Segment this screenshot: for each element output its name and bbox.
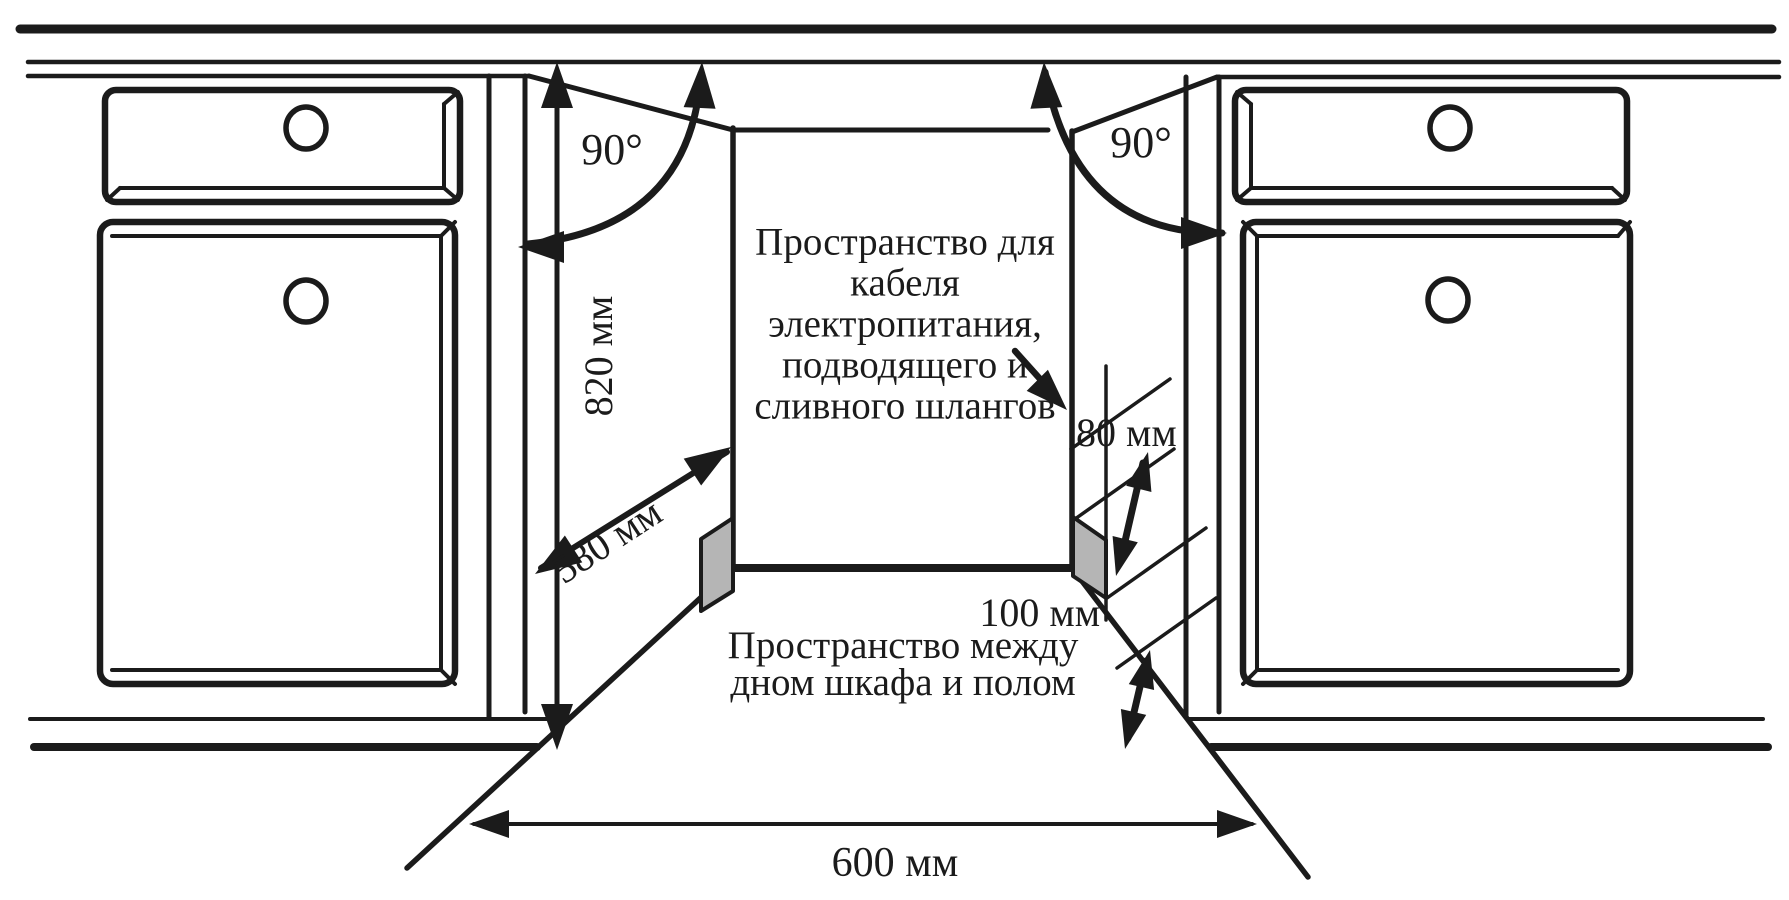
left-door-bevel [112, 222, 455, 684]
rear-gap-label: 80 мм [1076, 410, 1177, 455]
left-plinth-recess [701, 518, 733, 611]
right-drawer-knob-icon [1430, 107, 1470, 149]
dimension-80-arrow [1103, 449, 1160, 579]
right-door-front [1243, 222, 1630, 684]
niche-height-label: 820 мм [576, 295, 622, 417]
floor-lines [30, 719, 1768, 747]
left-door-knob-icon [286, 280, 326, 322]
right-cabinet [1186, 77, 1630, 717]
floor-note-line: дном шкафа и полом [730, 661, 1076, 704]
arrowhead-icon [1028, 61, 1062, 109]
right-drawer-front [1235, 90, 1627, 202]
extension-line-2 [1075, 449, 1174, 519]
floor-note-line: Пространство между [727, 624, 1079, 667]
cable-space-note [725, 222, 1085, 427]
arrowhead-icon [1112, 709, 1146, 752]
left-drawer-front [105, 90, 460, 202]
countertop-lines [20, 29, 1779, 77]
dimension-820 [541, 62, 573, 750]
arrowhead-icon [684, 61, 718, 109]
niche-width-label: 600 мм [831, 840, 959, 887]
arrowhead-icon [1126, 449, 1160, 492]
left-drawer-bevel [107, 92, 458, 200]
left-drawer-knob-icon [286, 107, 326, 149]
right-door-knob-icon [1428, 279, 1468, 321]
angle-left-label: 90° [581, 125, 643, 175]
niche-opening [407, 76, 1308, 877]
right-plinth-recess [1073, 517, 1106, 598]
left-cabinet [100, 76, 525, 717]
cable-note-line: сливного шлангов [754, 384, 1056, 428]
dimension-600 [469, 810, 1257, 838]
right-drawer-bevel [1237, 92, 1625, 200]
arrowhead-icon [1103, 536, 1137, 579]
arrowhead-icon [469, 810, 509, 838]
bottom-gap-label: 100 мм [979, 590, 1100, 635]
cable-note-line: электропитания, [768, 302, 1042, 346]
cable-note-line: подводящего и [782, 343, 1028, 387]
floor-space-note [673, 624, 1133, 704]
left-door-front [100, 222, 455, 684]
angle-right-label: 90° [1110, 118, 1172, 168]
arrowhead-icon [1217, 810, 1257, 838]
right-door-bevel [1243, 222, 1630, 684]
niche-depth-label: 580 мм [544, 489, 670, 593]
cable-note-line: Пространство для [755, 220, 1055, 264]
cable-note-line: кабеля [850, 261, 960, 305]
